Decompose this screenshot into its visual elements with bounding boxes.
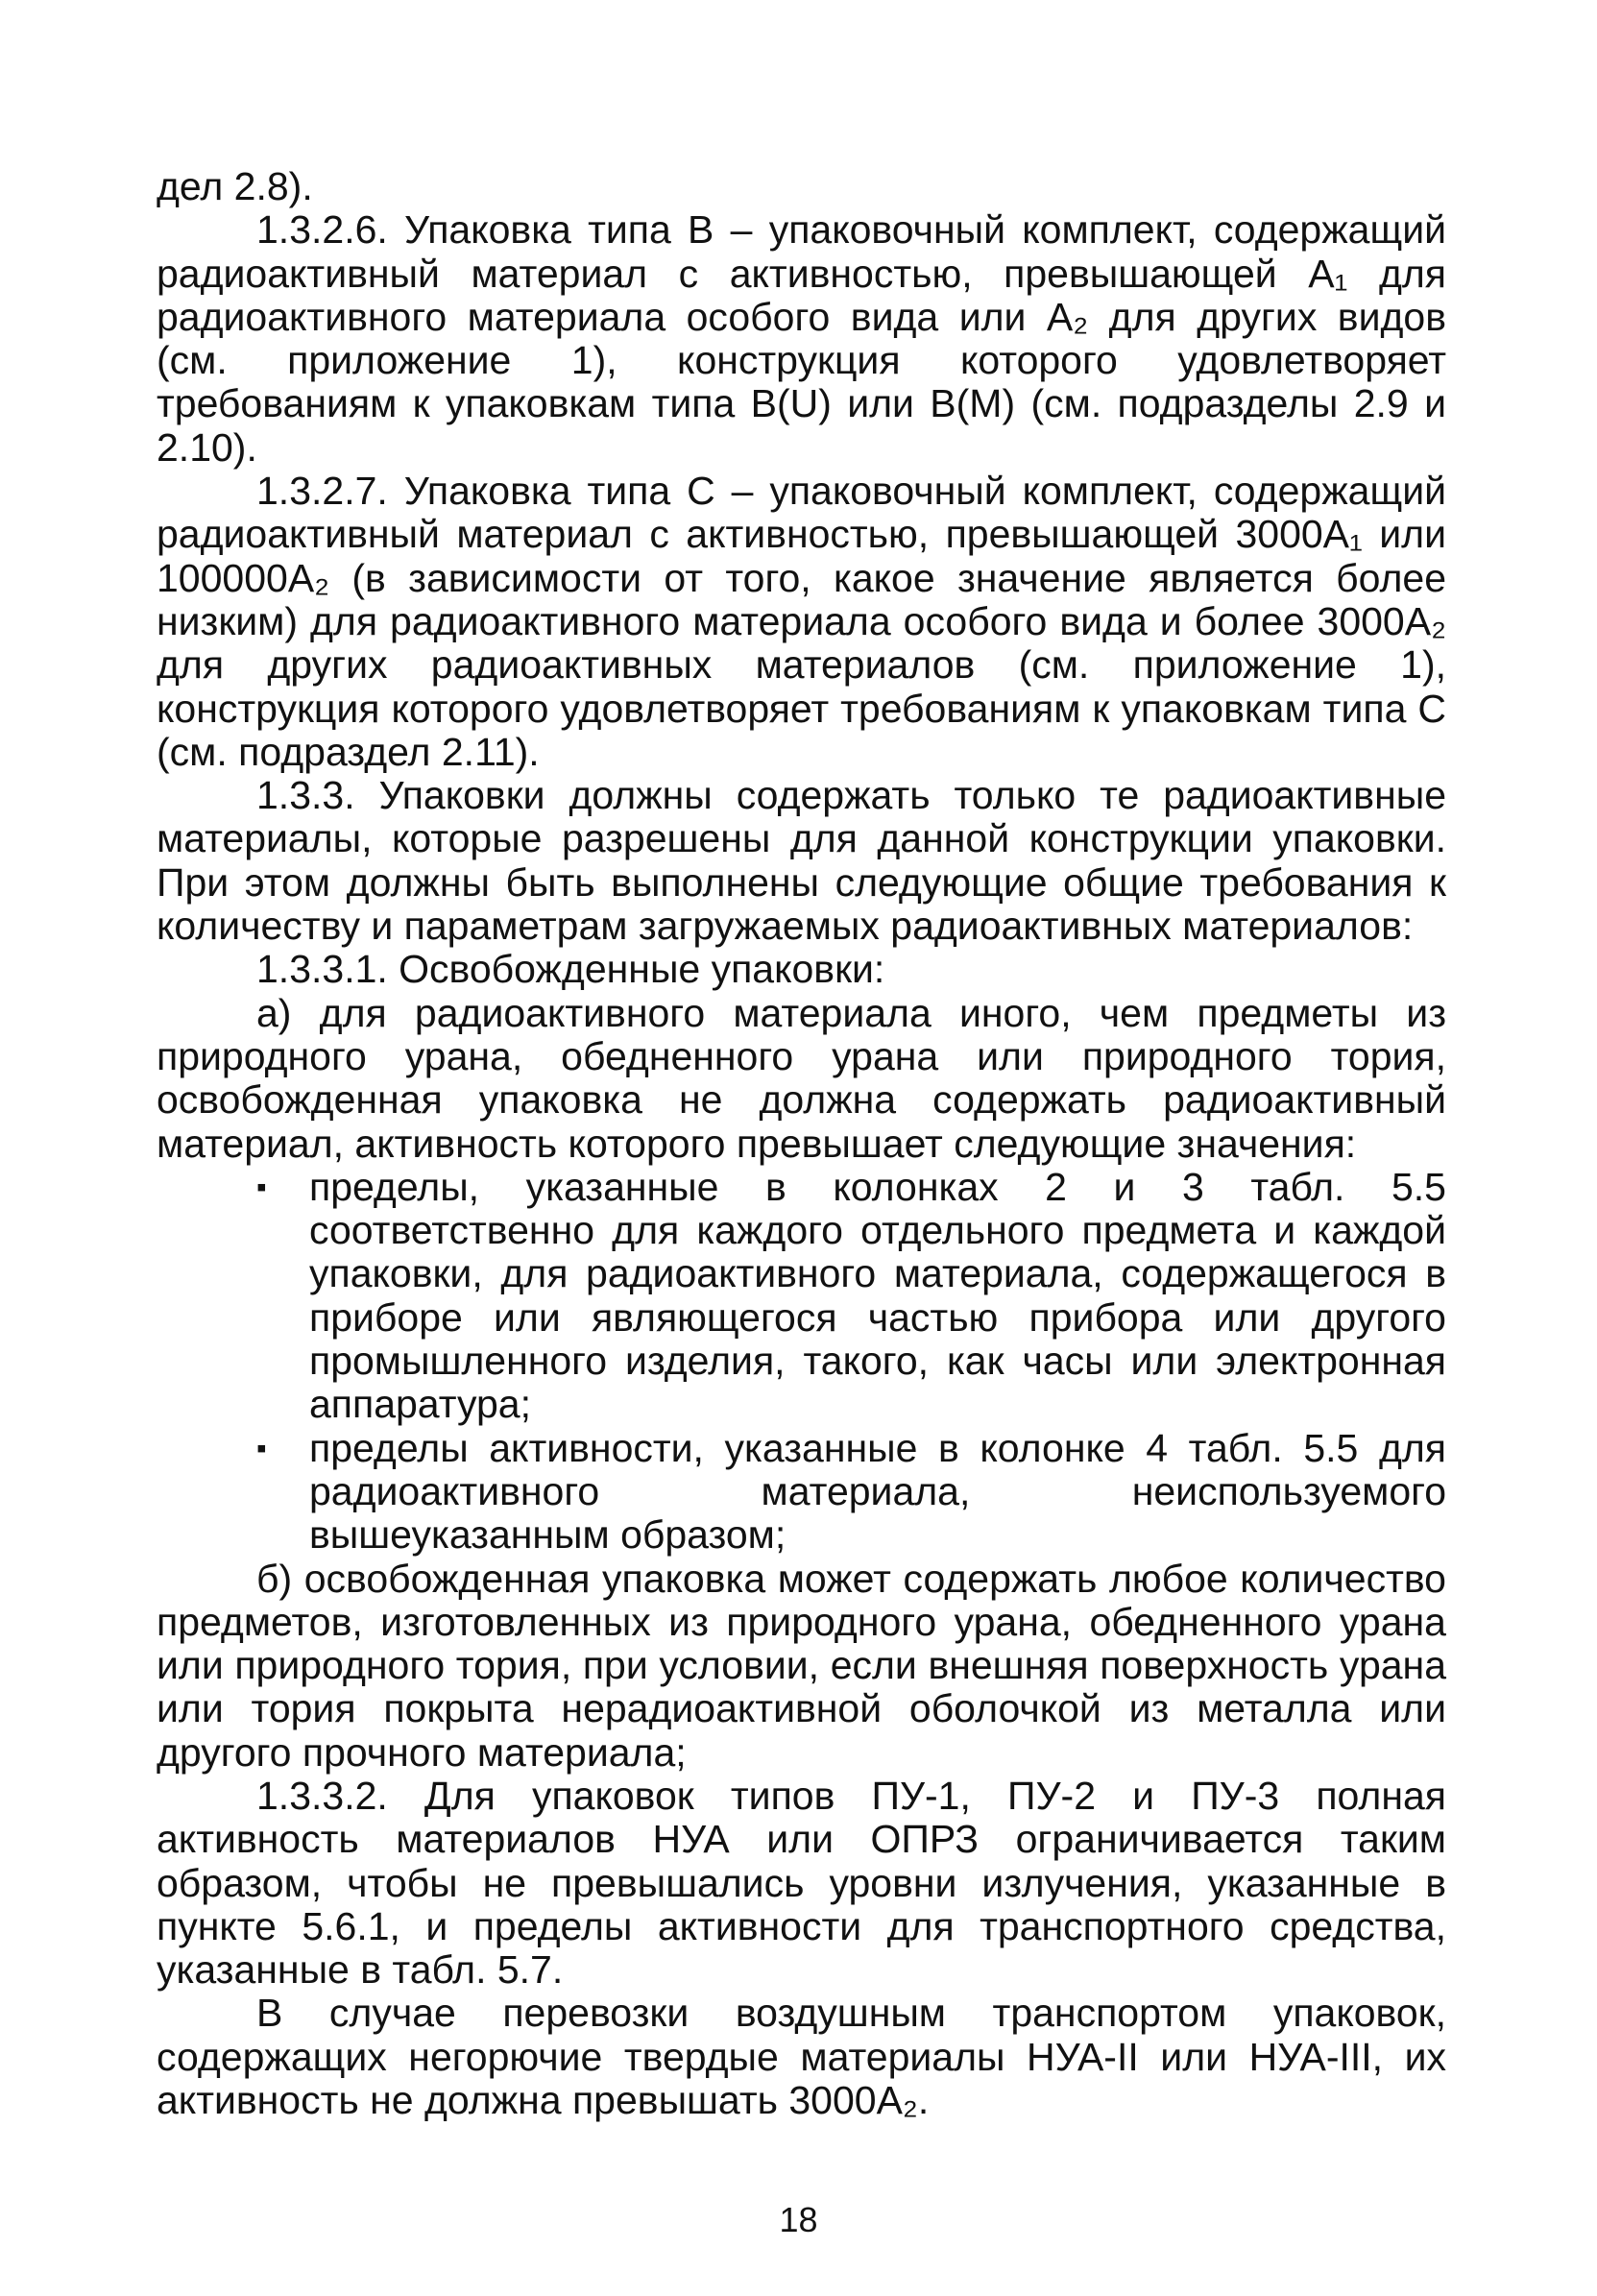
bullet-list <box>157 1166 1446 1558</box>
paragraph-item-b: б) освобожденная упаковка может содержать любое количество предметов, изготовленных из природного урана, обедненного урана или природного тория, при условии, если внешняя поверхность урана или тория покрыта нерадиоактивной оболочкой из металла или другого прочного материала; <box>157 1556 1446 1775</box>
document-body <box>157 165 1446 2122</box>
list-item-text: пределы активности, указанные в колонке 4 табл. 5.5 для радиоактивного материала, неиспользуемого вышеуказанным образом; <box>309 1425 1446 1558</box>
bullet-icon: ▪ <box>256 1432 267 1464</box>
paragraph-1-3-3-2: 1.3.3.2. Для упаковок типов ПУ-1, ПУ-2 и ПУ-3 полная активность материалов НУА или ОПРЗ ограничивается таким образом, чтобы не превышались уровни излучения, указанные в пункте 5.6.1, и пределы активности для транспортного средства, указанные в табл. 5.7. <box>157 1773 1446 1993</box>
paragraph-air-transport: В случае перевозки воздушным транспортом упаковок, содержащих негорючие твердые материалы НУА-II или НУА-III, их активность не должна превышать 3000A₂. <box>157 1991 1446 2123</box>
paragraph-1-3-3: 1.3.3. Упаковки должны содержать только те радиоактивные материалы, которые разрешены для данной конструкции упаковки. При этом должны быть выполнены следующие общие требования к количеству и параметрам загружаемых радиоактивных материалов: <box>157 773 1446 949</box>
paragraph-1-3-2-6: 1.3.2.6. Упаковка типа В – упаковочный комплект, содержащий радиоактивный материал с активностью, превышающей A₁ для радиоактивного материала особого вида или A₂ для других видов (см. приложение 1), конструкция которого удовлетворяет требованиям к упаковкам типа В(U) или В(М) (см. подразделы 2.9 и 2.10). <box>157 207 1446 470</box>
paragraph-item-a: а) для радиоактивного материала иного, чем предметы из природного урана, обедненного урана или природного тория, освобожденная упаковка не должна содержать радиоактивный материал, активность которого превышает следующие значения: <box>157 990 1446 1166</box>
bullet-icon: ▪ <box>256 1171 267 1203</box>
list-item <box>157 1166 1446 1427</box>
list-item-text: пределы, указанные в колонках 2 и 3 табл. 5.5 соответственно для каждого отдельного предмета и каждой упаковки, для радиоактивного материала, содержащегося в приборе или являющегося частью прибора или другого промышленного изделия, такого, как часы или электронная аппаратура; <box>309 1164 1446 1427</box>
page-number: 18 <box>779 2200 818 2239</box>
paragraph-continuation: дел 2.8). <box>157 164 313 208</box>
paragraph-1-3-3-1: 1.3.3.1. Освобожденные упаковки: <box>256 947 885 992</box>
list-item <box>157 1427 1446 1558</box>
paragraph-1-3-2-7: 1.3.2.7. Упаковка типа С – упаковочный комплект, содержащий радиоактивный материал с активностью, превышающей 3000A₁ или 100000A₂ (в зависимости от того, какое значение является более низким) для радиоактивного материала особого вида и более 3000A₂ для других радиоактивных материалов (см. приложение 1), конструкция которого удовлетворяет требованиям к упаковкам типа С (см. подраздел 2.11). <box>157 469 1446 774</box>
